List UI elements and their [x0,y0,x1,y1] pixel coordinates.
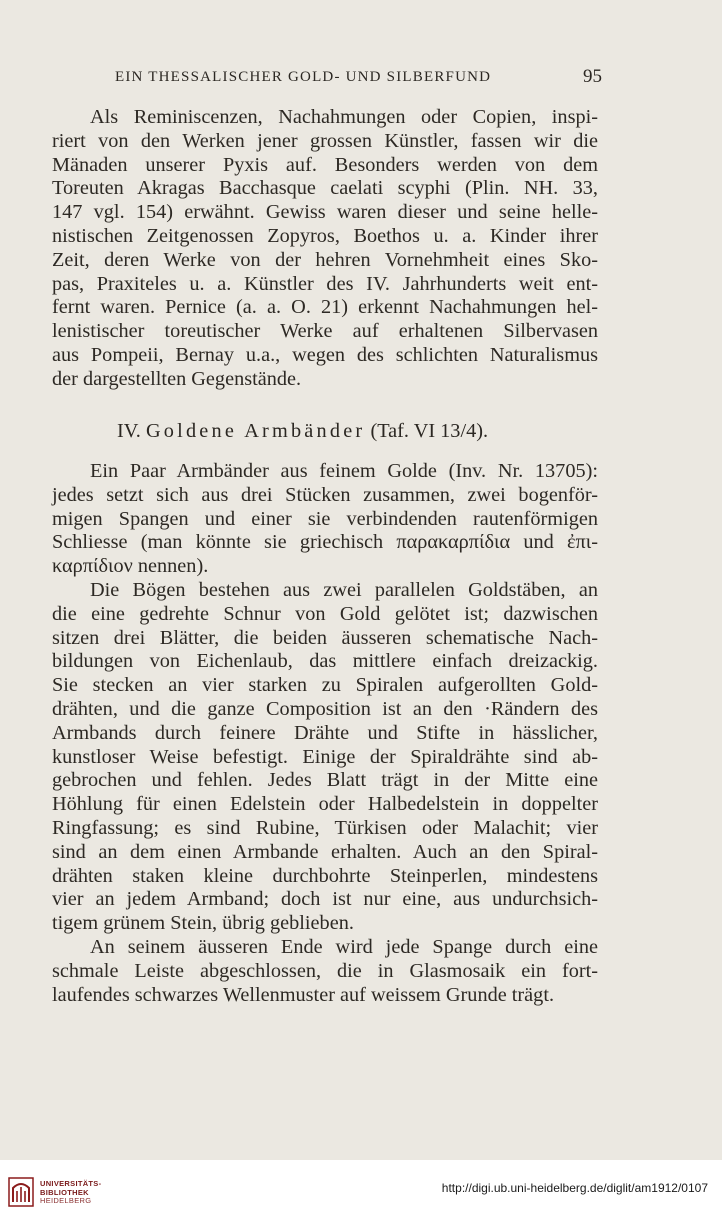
text-line: gebrochen und fehlen. Jedes Blatt trägt in der Mitte eine [52,769,598,792]
text-line: kunstloser Weise befestigt. Einige der Spiraldrähte sind ab- [52,745,598,768]
text-line: 147 vgl. 154) erwähnt. Gewiss waren dieser und seine helle- [52,201,598,224]
section-heading [117,420,488,443]
section-title: Goldene Armbänder [145,420,366,442]
text-line: Als Reminiscenzen, Nachahmungen oder Copien, inspi- [90,106,598,128]
text-line: Ringfassung; es sind Rubine, Türkisen oder Malachit; vier [52,816,598,839]
text-line: fernt waren. Pernice (a. a. O. 21) erkennt Nachahmungen hel- [52,296,598,319]
text-line: schmale Leiste abgeschlossen, die in Glasmosaik ein fort- [52,959,598,982]
library-seal-icon [8,1176,34,1208]
text-line: aus Pompeii, Bernay u.a., wegen des schlichten Naturalismus [52,343,598,366]
text-line: sind an dem einen Armbande erhalten. Auch an den Spiral- [52,840,598,863]
library-name-line: BIBLIOTHEK [40,1187,89,1197]
text-line: nistischen Zeitgenossen Zopyros, Boethos u. a. Kinder ihrer [52,224,598,247]
text-line: bildungen von Eichenlaub, das mittlere einfach dreizackig. [52,650,598,673]
text-line: Armbands durch feinere Drähte und Stifte in hässlicher, [52,721,598,744]
page-number: 95 [583,66,602,87]
text-line: riert von den Werken jener grossen Künstler, fassen wir die [52,129,598,152]
text-line: Höhlung für einen Edelstein oder Halbedelstein in doppelter [52,793,598,816]
running-title: EIN THESSALISCHER GOLD- UND SILBERFUND [115,69,492,85]
text-line: Die Bögen bestehen aus zwei parallelen Goldstäben, an [90,579,598,601]
text-line: die eine gedrehte Schnur von Gold gelötet ist; dazwischen [52,602,598,625]
text-line: pas, Praxiteles u. a. Künstler des IV. Jahrhunderts weit ent- [52,272,598,295]
section-reference: (Taf. VI 13/4). [370,420,489,442]
digitization-footer [0,1160,722,1224]
text-line: der dargestellten Gegenstände. [52,367,302,390]
permalink-url[interactable]: http://digi.ub.uni-heidelberg.de/diglit/am1912/0107 [441,1181,708,1195]
section-numeral: IV. [117,420,141,442]
text-line: καρπίδιον nennen). [52,555,209,578]
library-name-line: UNIVERSITÄTS- [40,1179,102,1188]
text-line: lenistischer toreutischer Werke auf erhaltenen Silbervasen [52,320,598,343]
text-line: An seinem äusseren Ende wird jede Spange durch eine [90,936,598,958]
paragraph-bracelets-description [52,579,598,936]
text-line: vier an jedem Armband; doch ist nur eine, aus undurchsich- [52,888,598,911]
text-line: Sie stecken an vier starken zu Spiralen aufgerollten Gold- [52,674,598,697]
text-line: tigem grünem Stein, übrig geblieben. [52,912,354,935]
text-line: drähten staken kleine durchbohrte Steinperlen, mindestens [52,864,598,887]
text-line: jedes setzt sich aus drei Stücken zusammen, zwei bogenför- [52,483,598,506]
text-line: laufendes schwarzes Wellenmuster auf weissem Grunde trägt. [52,983,555,1006]
text-line: Zeit, deren Werke von der hehren Vornehmheit eines Sko- [52,248,598,271]
text-line: Ein Paar Armbänder aus feinem Golde (Inv. Nr. 13705): [90,460,598,482]
text-line: Schliesse (man könnte sie griechisch παρακαρπίδια und ἐπι- [52,531,598,554]
library-name [40,1180,101,1206]
text-line: Toreuten Akragas Bacchasque caelati scyphi (Plin. NH. 33, [52,177,598,200]
paragraph-bracelets-intro [52,460,598,579]
text-line: migen Spangen und einer sie verbindenden rautenförmigen [52,507,598,530]
paragraph-reminiscences [52,106,598,392]
paragraph-spange-end [52,936,598,1007]
text-line: Mänaden unserer Pyxis auf. Besonders werden von dem [52,153,598,176]
text-line: drähten, und die ganze Composition ist an den ·Rändern des [52,697,598,720]
library-name-line: HEIDELBERG [40,1196,92,1205]
text-line: sitzen drei Blätter, die beiden äusseren schematische Nach- [52,626,598,649]
